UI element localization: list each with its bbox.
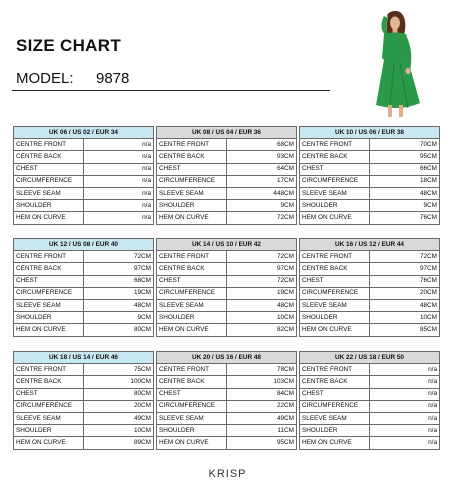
measurement-label: CENTRE BACK (157, 376, 227, 388)
measurement-label: SHOULDER (14, 312, 84, 324)
table-row (300, 388, 440, 400)
table-row (157, 263, 297, 275)
table-row (157, 212, 297, 224)
measurement-label: SLEEVE SEAM (300, 412, 370, 424)
table-row (157, 275, 297, 287)
table-row (300, 400, 440, 412)
measurement-value: 9CM (227, 200, 297, 212)
table-row (300, 263, 440, 275)
size-table-header: UK 22 / US 18 / EUR 50 (300, 352, 440, 364)
measurement-label: CENTRE FRONT (157, 251, 227, 263)
size-table (299, 351, 440, 450)
table-row (300, 324, 440, 336)
measurement-label: SLEEVE SEAM (300, 187, 370, 199)
table-row (300, 412, 440, 424)
table-row (14, 251, 154, 263)
table-row (14, 200, 154, 212)
measurement-label: CHEST (157, 275, 227, 287)
brand-logo: KRISP (208, 468, 247, 480)
table-row (300, 364, 440, 376)
measurement-label: SLEEVE SEAM (14, 412, 84, 424)
table-row (14, 212, 154, 224)
measurement-value: 72CM (84, 251, 154, 263)
table-row (14, 412, 154, 424)
measurement-value: 95CM (227, 437, 297, 449)
measurement-value: 49CM (84, 412, 154, 424)
measurement-label: CENTRE FRONT (157, 139, 227, 151)
table-row (14, 437, 154, 449)
table-row (14, 175, 154, 187)
table-row (14, 425, 154, 437)
table-row (300, 425, 440, 437)
measurement-label: CENTRE FRONT (300, 364, 370, 376)
size-table-header: UK 08 / US 04 / EUR 36 (157, 127, 297, 139)
measurement-value: 48CM (370, 299, 440, 311)
measurement-value: 19CM (227, 287, 297, 299)
measurement-value: 75CM (84, 364, 154, 376)
table-row (300, 299, 440, 311)
table-row (14, 263, 154, 275)
measurement-value: 18CM (370, 175, 440, 187)
table-row (300, 251, 440, 263)
table-row (157, 437, 297, 449)
measurement-value: n/a (370, 412, 440, 424)
measurement-value: 66CM (370, 163, 440, 175)
measurement-value: 20CM (84, 400, 154, 412)
measurement-value: 10CM (370, 312, 440, 324)
measurement-value: 49CM (227, 412, 297, 424)
measurement-label: HEM ON CURVE (300, 324, 370, 336)
measurement-label: SHOULDER (157, 200, 227, 212)
table-row (14, 364, 154, 376)
measurement-label: CENTRE FRONT (300, 139, 370, 151)
size-chart-title: SIZE CHART (16, 36, 121, 55)
measurement-label: CENTRE BACK (300, 263, 370, 275)
measurement-value: 48CM (370, 187, 440, 199)
measurement-label: SLEEVE SEAM (157, 187, 227, 199)
measurement-label: CENTRE FRONT (14, 139, 84, 151)
measurement-label: HEM ON CURVE (14, 212, 84, 224)
measurement-label: CHEST (14, 275, 84, 287)
measurement-value: 80CM (84, 388, 154, 400)
table-row (157, 299, 297, 311)
measurement-value: n/a (84, 139, 154, 151)
measurement-label: CIRCUMFERENCE (157, 400, 227, 412)
size-table (156, 238, 297, 337)
table-row (157, 251, 297, 263)
table-row (157, 425, 297, 437)
size-table (299, 126, 440, 225)
size-table (13, 351, 154, 450)
measurement-value: n/a (84, 212, 154, 224)
size-table (13, 238, 154, 337)
measurement-label: SHOULDER (157, 312, 227, 324)
measurement-value: n/a (84, 200, 154, 212)
measurement-value: 80CM (84, 324, 154, 336)
table-row (157, 312, 297, 324)
measurement-label: CIRCUMFERENCE (14, 175, 84, 187)
table-row (300, 187, 440, 199)
table-row (14, 400, 154, 412)
table-row (157, 324, 297, 336)
size-table-header: UK 12 / US 08 / EUR 40 (14, 239, 154, 251)
measurement-label: CHEST (157, 388, 227, 400)
table-row (14, 163, 154, 175)
measurement-label: CIRCUMFERENCE (14, 400, 84, 412)
measurement-value: 85CM (370, 324, 440, 336)
model-number: 9878 (96, 70, 130, 87)
table-row (157, 287, 297, 299)
measurement-value: 78CM (227, 364, 297, 376)
measurement-value: 100CM (84, 376, 154, 388)
size-table-header: UK 18 / US 14 / EUR 46 (14, 352, 154, 364)
table-row (157, 376, 297, 388)
measurement-value: 72CM (227, 275, 297, 287)
measurement-label: CHEST (300, 163, 370, 175)
measurement-label: HEM ON CURVE (300, 437, 370, 449)
measurement-value: 97CM (370, 263, 440, 275)
measurement-value: n/a (84, 163, 154, 175)
table-row (300, 437, 440, 449)
table-row (300, 212, 440, 224)
measurement-label: CENTRE FRONT (14, 364, 84, 376)
measurement-value: 89CM (84, 437, 154, 449)
table-row (300, 200, 440, 212)
measurement-label: CIRCUMFERENCE (300, 287, 370, 299)
table-row (300, 275, 440, 287)
measurement-label: CENTRE BACK (157, 263, 227, 275)
measurement-value: 93CM (227, 151, 297, 163)
measurement-label: CIRCUMFERENCE (300, 400, 370, 412)
table-row (14, 299, 154, 311)
measurement-label: SHOULDER (157, 425, 227, 437)
measurement-value: 48CM (84, 299, 154, 311)
measurement-value: 10CM (84, 425, 154, 437)
measurement-label: CENTRE BACK (300, 151, 370, 163)
measurement-label: HEM ON CURVE (157, 437, 227, 449)
measurement-value: 10CM (227, 312, 297, 324)
size-table (13, 126, 154, 225)
measurement-value: n/a (370, 425, 440, 437)
measurement-label: CHEST (157, 163, 227, 175)
table-row (14, 275, 154, 287)
table-row (157, 151, 297, 163)
table-row (14, 324, 154, 336)
measurement-value: 17CM (227, 175, 297, 187)
measurement-value: 64CM (227, 163, 297, 175)
measurement-value: n/a (370, 376, 440, 388)
measurement-value: 97CM (84, 263, 154, 275)
table-row (157, 388, 297, 400)
measurement-label: SLEEVE SEAM (14, 187, 84, 199)
size-table-header: UK 14 / US 10 / EUR 42 (157, 239, 297, 251)
size-table-header: UK 20 / US 16 / EUR 48 (157, 352, 297, 364)
table-row (300, 139, 440, 151)
table-row (14, 139, 154, 151)
table-row (14, 287, 154, 299)
measurement-label: SLEEVE SEAM (14, 299, 84, 311)
measurement-value: 72CM (227, 251, 297, 263)
measurement-label: HEM ON CURVE (300, 212, 370, 224)
table-row (14, 312, 154, 324)
measurement-label: CIRCUMFERENCE (14, 287, 84, 299)
table-row (300, 287, 440, 299)
measurement-value: 11CM (227, 425, 297, 437)
measurement-value: 72CM (227, 212, 297, 224)
measurement-label: SLEEVE SEAM (157, 412, 227, 424)
measurement-label: CIRCUMFERENCE (300, 175, 370, 187)
measurement-label: SHOULDER (14, 425, 84, 437)
measurement-label: HEM ON CURVE (14, 324, 84, 336)
table-row (14, 376, 154, 388)
measurement-label: HEM ON CURVE (157, 212, 227, 224)
measurement-value: 103CM (227, 376, 297, 388)
table-row (14, 151, 154, 163)
table-row (157, 139, 297, 151)
measurement-label: CENTRE FRONT (300, 251, 370, 263)
measurement-value: n/a (370, 388, 440, 400)
measurement-value: 72CM (370, 251, 440, 263)
size-table (156, 126, 297, 225)
measurement-label: SHOULDER (300, 200, 370, 212)
measurement-value: 19CM (84, 287, 154, 299)
measurement-value: n/a (370, 400, 440, 412)
measurement-value: 68CM (227, 139, 297, 151)
table-row (157, 187, 297, 199)
measurement-label: CIRCUMFERENCE (157, 287, 227, 299)
table-row (300, 376, 440, 388)
size-table-header: UK 16 / US 12 / EUR 44 (300, 239, 440, 251)
measurement-value: 76CM (370, 212, 440, 224)
measurement-label: CHEST (14, 163, 84, 175)
measurement-value: 68CM (84, 275, 154, 287)
table-row (300, 163, 440, 175)
measurement-label: CENTRE BACK (14, 151, 84, 163)
measurement-label: CIRCUMFERENCE (157, 175, 227, 187)
table-row (157, 163, 297, 175)
measurement-label: SLEEVE SEAM (157, 299, 227, 311)
measurement-label: CENTRE BACK (157, 151, 227, 163)
table-row (14, 187, 154, 199)
measurement-value: 97CM (227, 263, 297, 275)
measurement-label: SHOULDER (300, 312, 370, 324)
size-table-header: UK 10 / US 06 / EUR 38 (300, 127, 440, 139)
table-row (300, 151, 440, 163)
size-table (156, 351, 297, 450)
table-row (300, 175, 440, 187)
measurement-label: HEM ON CURVE (14, 437, 84, 449)
table-row (157, 400, 297, 412)
measurement-value: 22CM (227, 400, 297, 412)
measurement-label: CHEST (300, 275, 370, 287)
measurement-value: n/a (84, 151, 154, 163)
table-row (157, 364, 297, 376)
measurement-label: CENTRE BACK (300, 376, 370, 388)
measurement-value: 48CM (227, 299, 297, 311)
measurement-label: CENTRE BACK (14, 376, 84, 388)
measurement-value: 82CM (227, 324, 297, 336)
table-row (157, 200, 297, 212)
measurement-label: CENTRE BACK (14, 263, 84, 275)
table-row (14, 388, 154, 400)
measurement-value: 9CM (370, 200, 440, 212)
measurement-value: n/a (84, 175, 154, 187)
size-table-header: UK 06 / US 02 / EUR 34 (14, 127, 154, 139)
measurement-value: 95CM (370, 151, 440, 163)
measurement-value: 70CM (370, 139, 440, 151)
measurement-value: 76CM (370, 275, 440, 287)
measurement-label: SHOULDER (300, 425, 370, 437)
measurement-label: SLEEVE SEAM (300, 299, 370, 311)
measurement-value: 9CM (84, 312, 154, 324)
table-row (157, 175, 297, 187)
measurement-label: HEM ON CURVE (157, 324, 227, 336)
measurement-label: CHEST (14, 388, 84, 400)
measurement-value: 84CM (227, 388, 297, 400)
table-row (300, 312, 440, 324)
measurement-value: n/a (370, 437, 440, 449)
measurement-value: 448CM (227, 187, 297, 199)
measurement-label: CHEST (300, 388, 370, 400)
size-table (299, 238, 440, 337)
measurement-label: SHOULDER (14, 200, 84, 212)
measurement-label: CENTRE FRONT (14, 251, 84, 263)
measurement-value: n/a (84, 187, 154, 199)
measurement-label: CENTRE FRONT (157, 364, 227, 376)
model-label: MODEL: (16, 70, 74, 87)
table-row (157, 412, 297, 424)
measurement-value: n/a (370, 364, 440, 376)
measurement-value: 20CM (370, 287, 440, 299)
